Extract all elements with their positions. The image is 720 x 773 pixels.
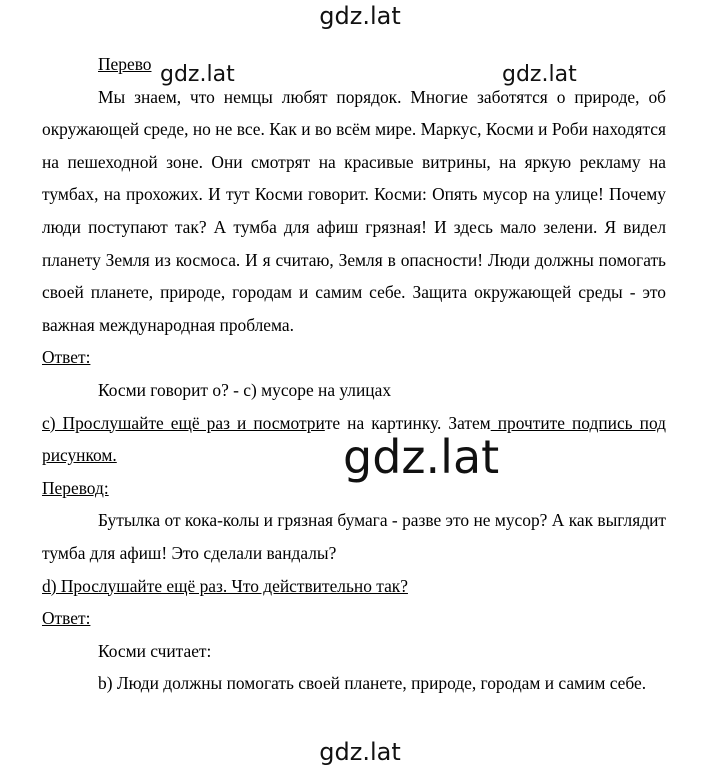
translation-heading-2 bbox=[42, 472, 666, 505]
answer-label-1 bbox=[42, 341, 666, 374]
translation-heading-1-text: Перево bbox=[98, 54, 152, 74]
watermark-top: gdz.lat bbox=[319, 2, 401, 30]
translation-paragraph-2: Бутылка от кока-колы и грязная бумага - разве это не мусор? А как выглядит тумба для афиш! Это сделали вандалы? bbox=[42, 510, 666, 563]
task-c-part-2: те на картинку. Затем bbox=[324, 412, 491, 433]
task-d bbox=[42, 570, 666, 603]
watermark-right: gdz.lat bbox=[502, 62, 577, 87]
task-d-text: d) Прослушайте ещё раз. Что действительно так? bbox=[42, 575, 408, 596]
watermark-bottom: gdz.lat bbox=[319, 738, 401, 766]
translation-heading-2-text: Перевод: bbox=[42, 477, 109, 498]
task-c-part-3: прочтите подпись под рисунком. bbox=[42, 412, 666, 466]
answer-label-1-text: Ответ: bbox=[42, 347, 91, 368]
document-body bbox=[42, 48, 666, 700]
answer-paragraph-2: b) Люди должны помогать своей планете, природе, городам и самим себе. bbox=[98, 673, 647, 694]
answer-label-2-text: Ответ: bbox=[42, 608, 91, 629]
translation-paragraph-1: Мы знаем, что немцы любят порядок. Многие заботятся о природе, об окружающей среде, но не все. Как и во всём мире. Маркус, Косми и Роби находятся на пешеходной зоне. Они смотрят на красивые витрины, на яркую рекламу на тумбах, на прохожих. И тут Косми говорит. Косми: Опять мусор на улице! Почему люди поступают так? А тумба для афиш грязная! И здесь мало зелени. Я видел планету Земля из космоса. И я считаю, Земля в опасности! Люди должны помогать своей планете, природе, городам и самим себе. Защита окружающей среды - это важная международная проблема. bbox=[42, 86, 666, 335]
answer-paragraph-1: Косми говорит о? - с) мусоре на улицах bbox=[98, 379, 392, 400]
task-c bbox=[42, 407, 666, 472]
task-c-part-1: c) Прослушайте ещё раз и посмотри bbox=[42, 412, 325, 433]
watermark-center: gdz.lat bbox=[343, 430, 500, 484]
watermark-left: gdz.lat bbox=[160, 62, 235, 87]
translation-heading-1 bbox=[42, 48, 666, 81]
answer-intro-2: Косми считает: bbox=[98, 640, 212, 661]
answer-label-2 bbox=[42, 602, 666, 635]
